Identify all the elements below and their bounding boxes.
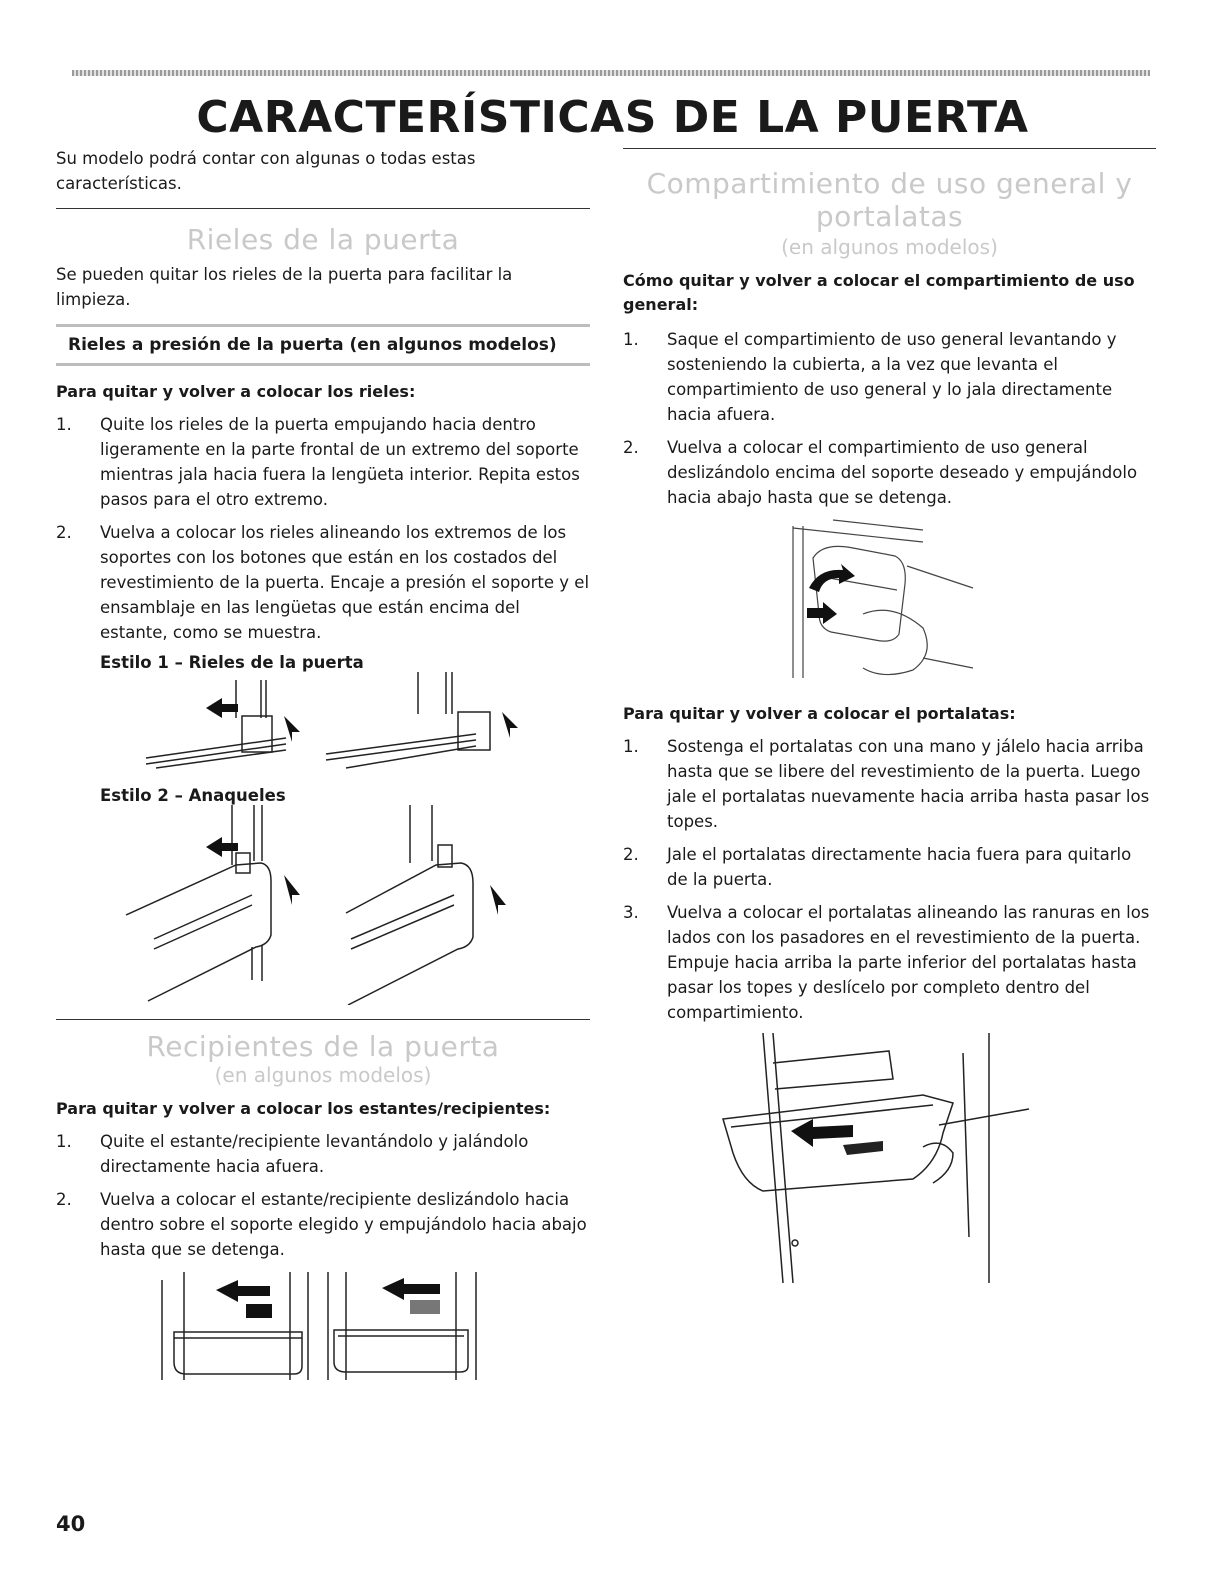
list-item: 1. Saque el compartimiento de uso general levantando y sosteniendo la cubierta, a la vez que levanta el compartimiento de uso general y lo jala directamente hacia afuera.	[623, 330, 1117, 424]
right-column	[623, 146, 1156, 1293]
can-rack-steps-list	[623, 734, 1156, 1025]
style1-label: Estilo 1 – Rieles de la puerta	[100, 653, 364, 672]
bins-subheading: (en algunos modelos)	[214, 1063, 432, 1087]
door-bins-illustration	[56, 1270, 590, 1390]
page-title: CARACTERÍSTICAS DE LA PUERTA	[196, 92, 1029, 143]
rails-subheading: Rieles a presión de la puerta (en algunos modelos)	[56, 324, 590, 366]
page-number: 40	[56, 1512, 86, 1536]
section-divider	[56, 208, 590, 209]
utility-compartment-illustration	[623, 518, 1156, 690]
rails-steps-list	[56, 412, 590, 645]
list-item: 2. Vuelva a colocar el compartimiento de uso general deslizándolo encima del soporte deseado y empujándolo hacia abajo hasta que se detenga.	[623, 438, 1138, 507]
list-item: 1. Quite los rieles de la puerta empujando hacia dentro ligeramente en la parte frontal de un extremo del soporte mientras jala hacia fuera la lengüeta interior. Repita estos pasos para el otro extremo.	[56, 415, 580, 509]
page-intro: Su modelo podrá contar con algunas o todas estas características.	[56, 149, 476, 193]
list-item: 1. Quite el estante/recipiente levantándolo y jalándolo directamente hacia afuera.	[56, 1132, 529, 1176]
utility-steps-heading: Cómo quitar y volver a colocar el compartimiento de uso general:	[623, 271, 1135, 314]
list-item: 1. Sostenga el portalatas con una mano y jálelo hacia arriba hasta que se libere del revestimiento de la puerta. Luego jale el portalatas nuevamente hacia arriba hasta pasar los topes.	[623, 737, 1150, 831]
utility-heading: Compartimiento de uso general y portalatas	[646, 167, 1133, 233]
rails-heading: Rieles de la puerta	[186, 223, 460, 256]
section-divider	[56, 1019, 590, 1020]
door-rails-illustration	[56, 672, 590, 782]
top-decorative-bar	[72, 70, 1150, 76]
bins-steps-heading: Para quitar y volver a colocar los estantes/recipientes:	[56, 1099, 551, 1118]
list-item: 3. Vuelva a colocar el portalatas alineando las ranuras en los lados con los pasadores en el revestimiento de la puerta. Empuje hacia arriba la parte inferior del portalatas hasta pasar los topes y deslícelo por completo dentro del compartimiento.	[623, 903, 1150, 1022]
list-item: 2. Vuelva a colocar los rieles alineando los extremos de los soportes con los botones que están en los costados del revestimiento de la puerta. Encaje a presión el soporte y el ensamblaje en las lengüetas que están encima del estante, como se muestra.	[56, 523, 590, 642]
style2-label: Estilo 2 – Anaqueles	[100, 786, 286, 805]
left-column	[56, 146, 590, 1390]
utility-steps-list	[623, 327, 1156, 510]
section-divider	[623, 148, 1156, 149]
list-item: 2. Vuelva a colocar el estante/recipiente deslizándolo hacia dentro sobre el soporte elegido y empujándolo hacia abajo hasta que se detenga.	[56, 1190, 587, 1259]
bins-steps-list	[56, 1129, 590, 1262]
bins-heading: Recipientes de la puerta	[146, 1030, 500, 1063]
utility-subheading: (en algunos modelos)	[781, 235, 998, 259]
can-rack-steps-heading: Para quitar y volver a colocar el portalatas:	[623, 704, 1016, 723]
list-item: 2. Jale el portalatas directamente hacia fuera para quitarlo de la puerta.	[623, 845, 1132, 889]
rails-intro: Se pueden quitar los rieles de la puerta para facilitar la limpieza.	[56, 265, 513, 309]
can-rack-illustration	[623, 1033, 1156, 1293]
door-shelves-illustration	[56, 805, 590, 1005]
rails-steps-heading: Para quitar y volver a colocar los rieles:	[56, 382, 416, 401]
